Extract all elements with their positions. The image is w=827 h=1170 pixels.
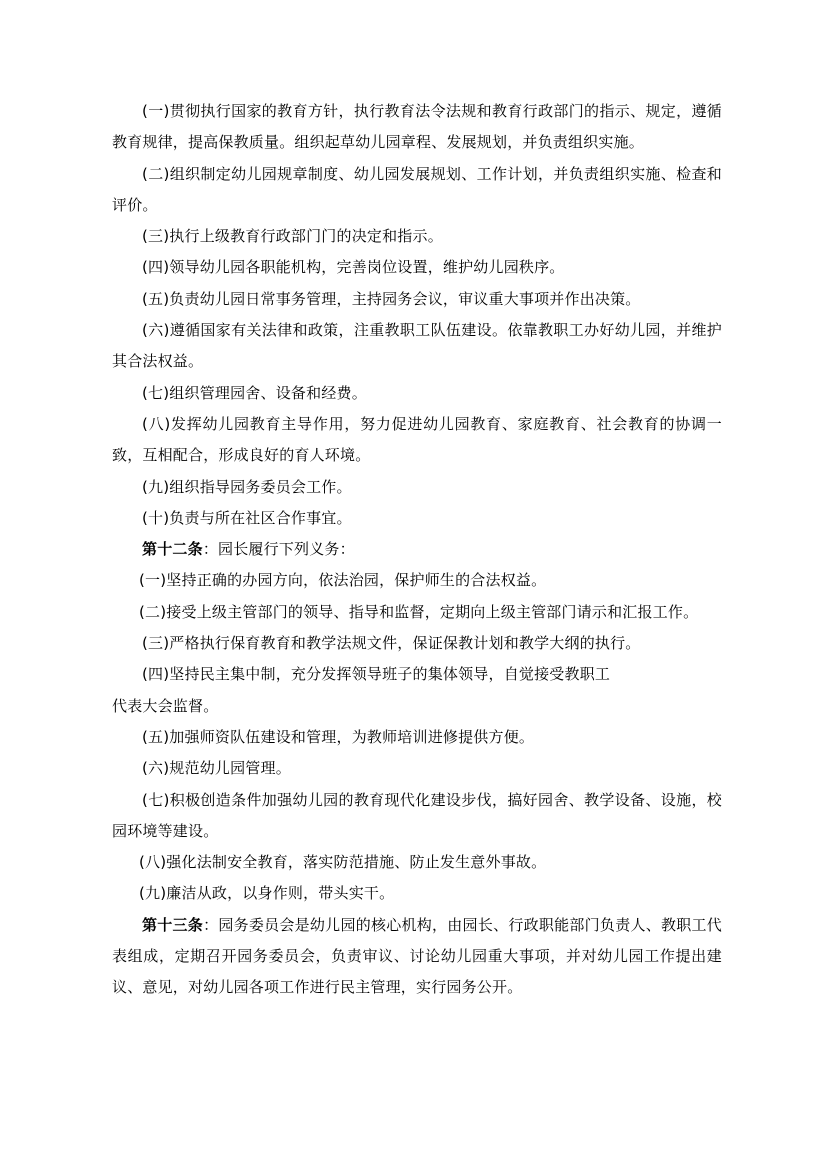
- article-12-lead: 第十二条: [142, 540, 203, 559]
- item-12-6: (六)规范幼儿园管理。: [142, 759, 291, 778]
- item-11-8: (八)发挥幼儿园教育主导作用，努力促进幼儿园教育、家庭教育、社会教育的协调一致，互相配合，形成良好的育人环境。: [112, 414, 722, 465]
- item-12-3: (三)严格执行保育教育和教学法规文件，保证保教计划和教学大纲的执行。: [142, 634, 641, 653]
- item-11-5: (五)负责幼儿园日常事务管理，主持园务会议，审议重大事项并作出决策。: [142, 289, 641, 308]
- item-11-6: (六)遵循国家有关法律和政策，注重教职工队伍建设。依靠教职工办好幼儿园，并维护其合法权益。: [112, 321, 722, 371]
- article-12-text: ：园长履行下列义务：: [202, 540, 355, 559]
- item-12-9: (九)廉洁从政，以身作则，带头实干。: [139, 884, 395, 903]
- item-11-10: (十)负责与所在社区合作事宜。: [142, 508, 352, 527]
- item-11-3: (三)执行上级教育行政部门门的决定和指示。: [142, 227, 443, 246]
- item-11-4: (四)领导幼儿园各职能机构，完善岗位设置，维护幼儿园秩序。: [142, 258, 565, 277]
- item-12-2: (二)接受上级主管部门的领导、指导和监督，定期向上级主管部门请示和汇报工作。: [139, 602, 699, 621]
- item-11-9: (九)组织指导园务委员会工作。: [142, 477, 352, 496]
- item-12-8: (八)强化法制安全教育，落实防范措施、防止发生意外事故。: [139, 853, 547, 872]
- item-11-1: (一)贯彻执行国家的教育方针，执行教育法令法规和教育行政部门的指示、规定，遵循教育规律，提高保教质量。组织起草幼儿园章程、发展规划，并负责组织实施。: [112, 102, 722, 152]
- document-body: [112, 96, 722, 1004]
- item-12-1: (一)坚持正确的办园方向，依法治园，保护师生的合法权益。: [139, 571, 547, 590]
- item-12-4-line-2: 代表大会监督。: [112, 696, 219, 715]
- item-11-7: (七)组织管理园舍、设备和经费。: [142, 383, 367, 402]
- article-12-heading: [112, 534, 722, 565]
- item-11-2: (二)组织制定幼儿园规章制度、幼儿园发展规划、工作计划，并负责组织实施、检查和评价。: [112, 164, 722, 214]
- item-12-7: (七)积极创造条件加强幼儿园的教育现代化建设步伐，搞好园舍、教学设备、设施，校园环境等建设。: [112, 790, 722, 840]
- item-12-5: (五)加强师资队伍建设和管理，为教师培训进修提供方便。: [142, 727, 535, 746]
- item-12-4-line-1: (四)坚持民主集中制，充分发挥领导班子的集体领导，自觉接受教职工: [142, 665, 611, 684]
- article-13-lead: 第十三条: [142, 915, 204, 934]
- item-12-4: [112, 659, 722, 722]
- article-13-heading: [112, 910, 722, 1004]
- article-13-text: ：园务委员会是幼儿园的核心机构，由园长、行政职能部门负责人、教职工代表组成，定期召开园务委员会，负责审议、讨论幼儿园重大事项，并对幼儿园工作提出建议、意见，对幼儿园各项工作进行民主管理，实行园务公开。: [112, 915, 722, 997]
